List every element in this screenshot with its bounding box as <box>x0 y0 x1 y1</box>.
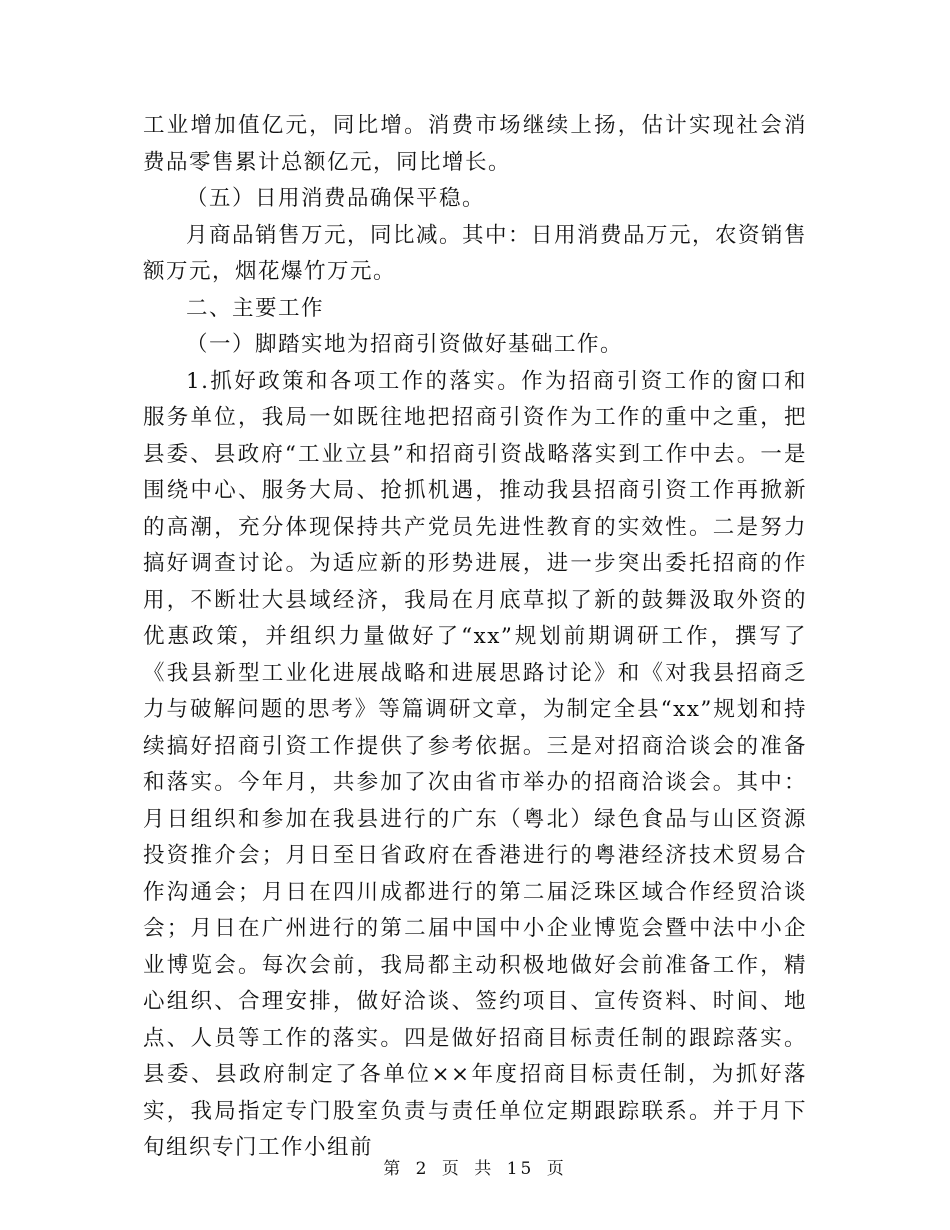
paragraph-sales: 月商品销售万元，同比减。其中：日用消费品万元，农资销售额万元，烟花爆竹万元。 <box>143 222 808 284</box>
subsection-heading-one: （一）脚踏实地为招商引资做好基础工作。 <box>186 332 624 357</box>
section-heading-five: （五）日用消费品确保平稳。 <box>186 186 486 211</box>
paragraph-continued: 工业增加值亿元，同比增。消费市场继续上扬，估计实现社会消费品零售累计总额亿元，同比增长。 <box>143 113 807 175</box>
document-body <box>143 108 807 1167</box>
paragraph-policy: 1.抓好政策和各项工作的落实。作为招商引资工作的窗口和服务单位，我局一如既往地把招商引资作为工作的重中之重，把县委、县政府“工业立县”和招商引资战略落实到工作中去。一是围绕中心、服务大局、抢抓机遇，推动我县招商引资工作再掀新的高潮，充分体现保持共产党员先进性教育的实效性。二是努力搞好调查讨论。为适应新的形势进展，进一步突出委托招商的作用，不断壮大县域经济，我局在月底草拟了新的鼓舞汲取外资的优惠政策，并组织力量做好了“xx”规划前期调研工作，撰写了《我县新型工业化进展战略和进展思路讨论》和《对我县招商乏力与破解问题的思考》等篇调研文章，为制定全县“xx”规划和持续搞好招商引资工作提供了参考依据。三是对招商洽谈会的准备和落实。今年月，共参加了次由省市举办的招商洽谈会。其中：月日组织和参加在我县进行的广东（粤北）绿色食品与山区资源投资推介会；月日至日省政府在香港进行的粤港经济技术贸易合作沟通会；月日在四川成都进行的第二届泛珠区域合作经贸洽谈会；月日在广州进行的第二届中国中小企业博览会暨中法中小企业博览会。每次会前，我局都主动积极地做好会前准备工作，精心组织、合理安排，做好洽谈、签约项目、宣传资料、时间、地点、人员等工作的落实。四是做好招商目标责任制的跟踪落实。县委、县政府制定了各单位××年度招商目标责任制，为抓好落实，我局指定专门股室负责与责任单位定期跟踪联系。并于月下旬组织专门工作小组前 <box>143 368 807 1160</box>
section-heading-main-work: 二、主要工作 <box>186 295 325 321</box>
page-number-footer: 第 2 页 共 15 页 <box>383 1159 567 1179</box>
